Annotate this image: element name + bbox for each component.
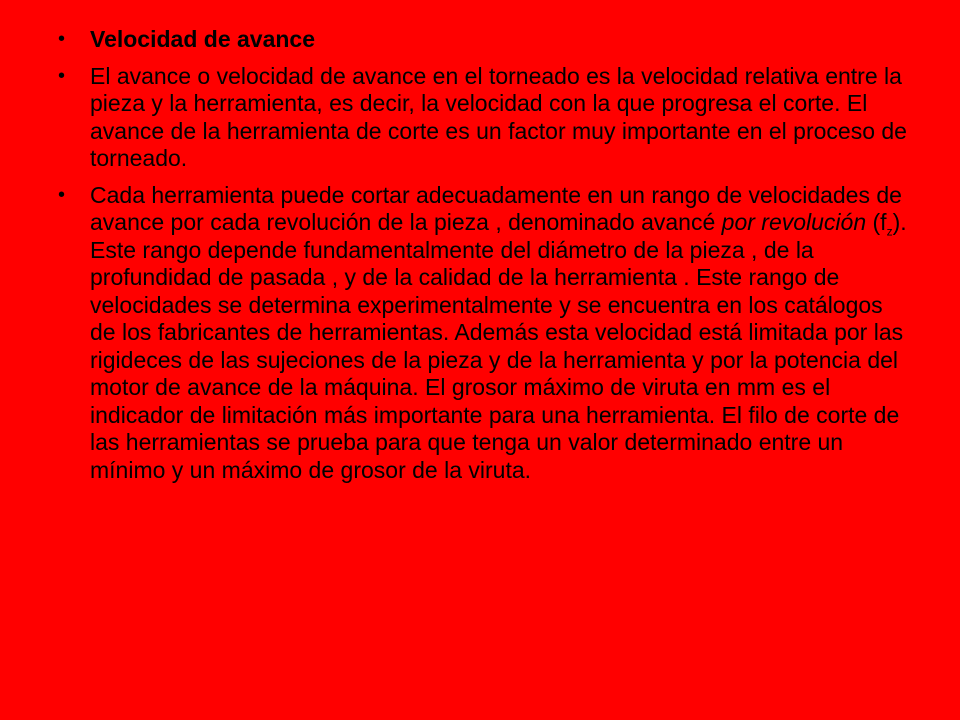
bullet-list	[58, 26, 908, 493]
bullet-dot-icon: •	[58, 183, 66, 206]
paragraph-2-symbol-subscript: z	[886, 224, 893, 239]
bullet-heading	[58, 26, 908, 54]
bullet-paragraph-2	[58, 182, 908, 485]
paragraph-2-part-2: . Este rango depende fundamentalmente del diámetro de la pieza , de la profundidad de pasada , y de la calidad de la herramienta . Este rango de velocidades se determina experimentalmente y se encuentra en los catálogos de los fabricantes de herramientas. Además esta velocidad está limitada por las rigideces de las sujeciones de la pieza y de la herramienta y por la potencia del motor de avance de la máquina. El grosor máximo de viruta en mm es el indicador de limitación más importante para una herramienta. El filo de corte de las herramientas se prueba para que tenga un valor determinado entre un mínimo y un máximo de grosor de la viruta.	[90, 209, 907, 483]
paragraph-2-italic: por revolución	[721, 209, 867, 235]
bullet-dot-icon: •	[58, 28, 66, 50]
heading-text: Velocidad de avance	[90, 26, 316, 52]
bullet-dot-icon: •	[58, 64, 66, 87]
paragraph-2-symbol-close: )	[892, 209, 901, 235]
paragraph-1-text: El avance o velocidad de avance en el torneado es la velocidad relativa entre la pieza y la herramienta, es decir, la velocidad con la que progresa el corte. El avance de la herramienta de corte es un factor muy importante en el proceso de torneado.	[90, 62, 907, 171]
paragraph-2-part-1: Cada herramienta puede cortar adecuadamente en un rango de velocidades de avance por cada revolución de la pieza , denominado avancé	[90, 181, 902, 235]
paragraph-2-symbol-open: (f	[866, 209, 887, 235]
paragraph-2-text	[90, 182, 908, 485]
bullet-paragraph-1	[58, 63, 908, 173]
